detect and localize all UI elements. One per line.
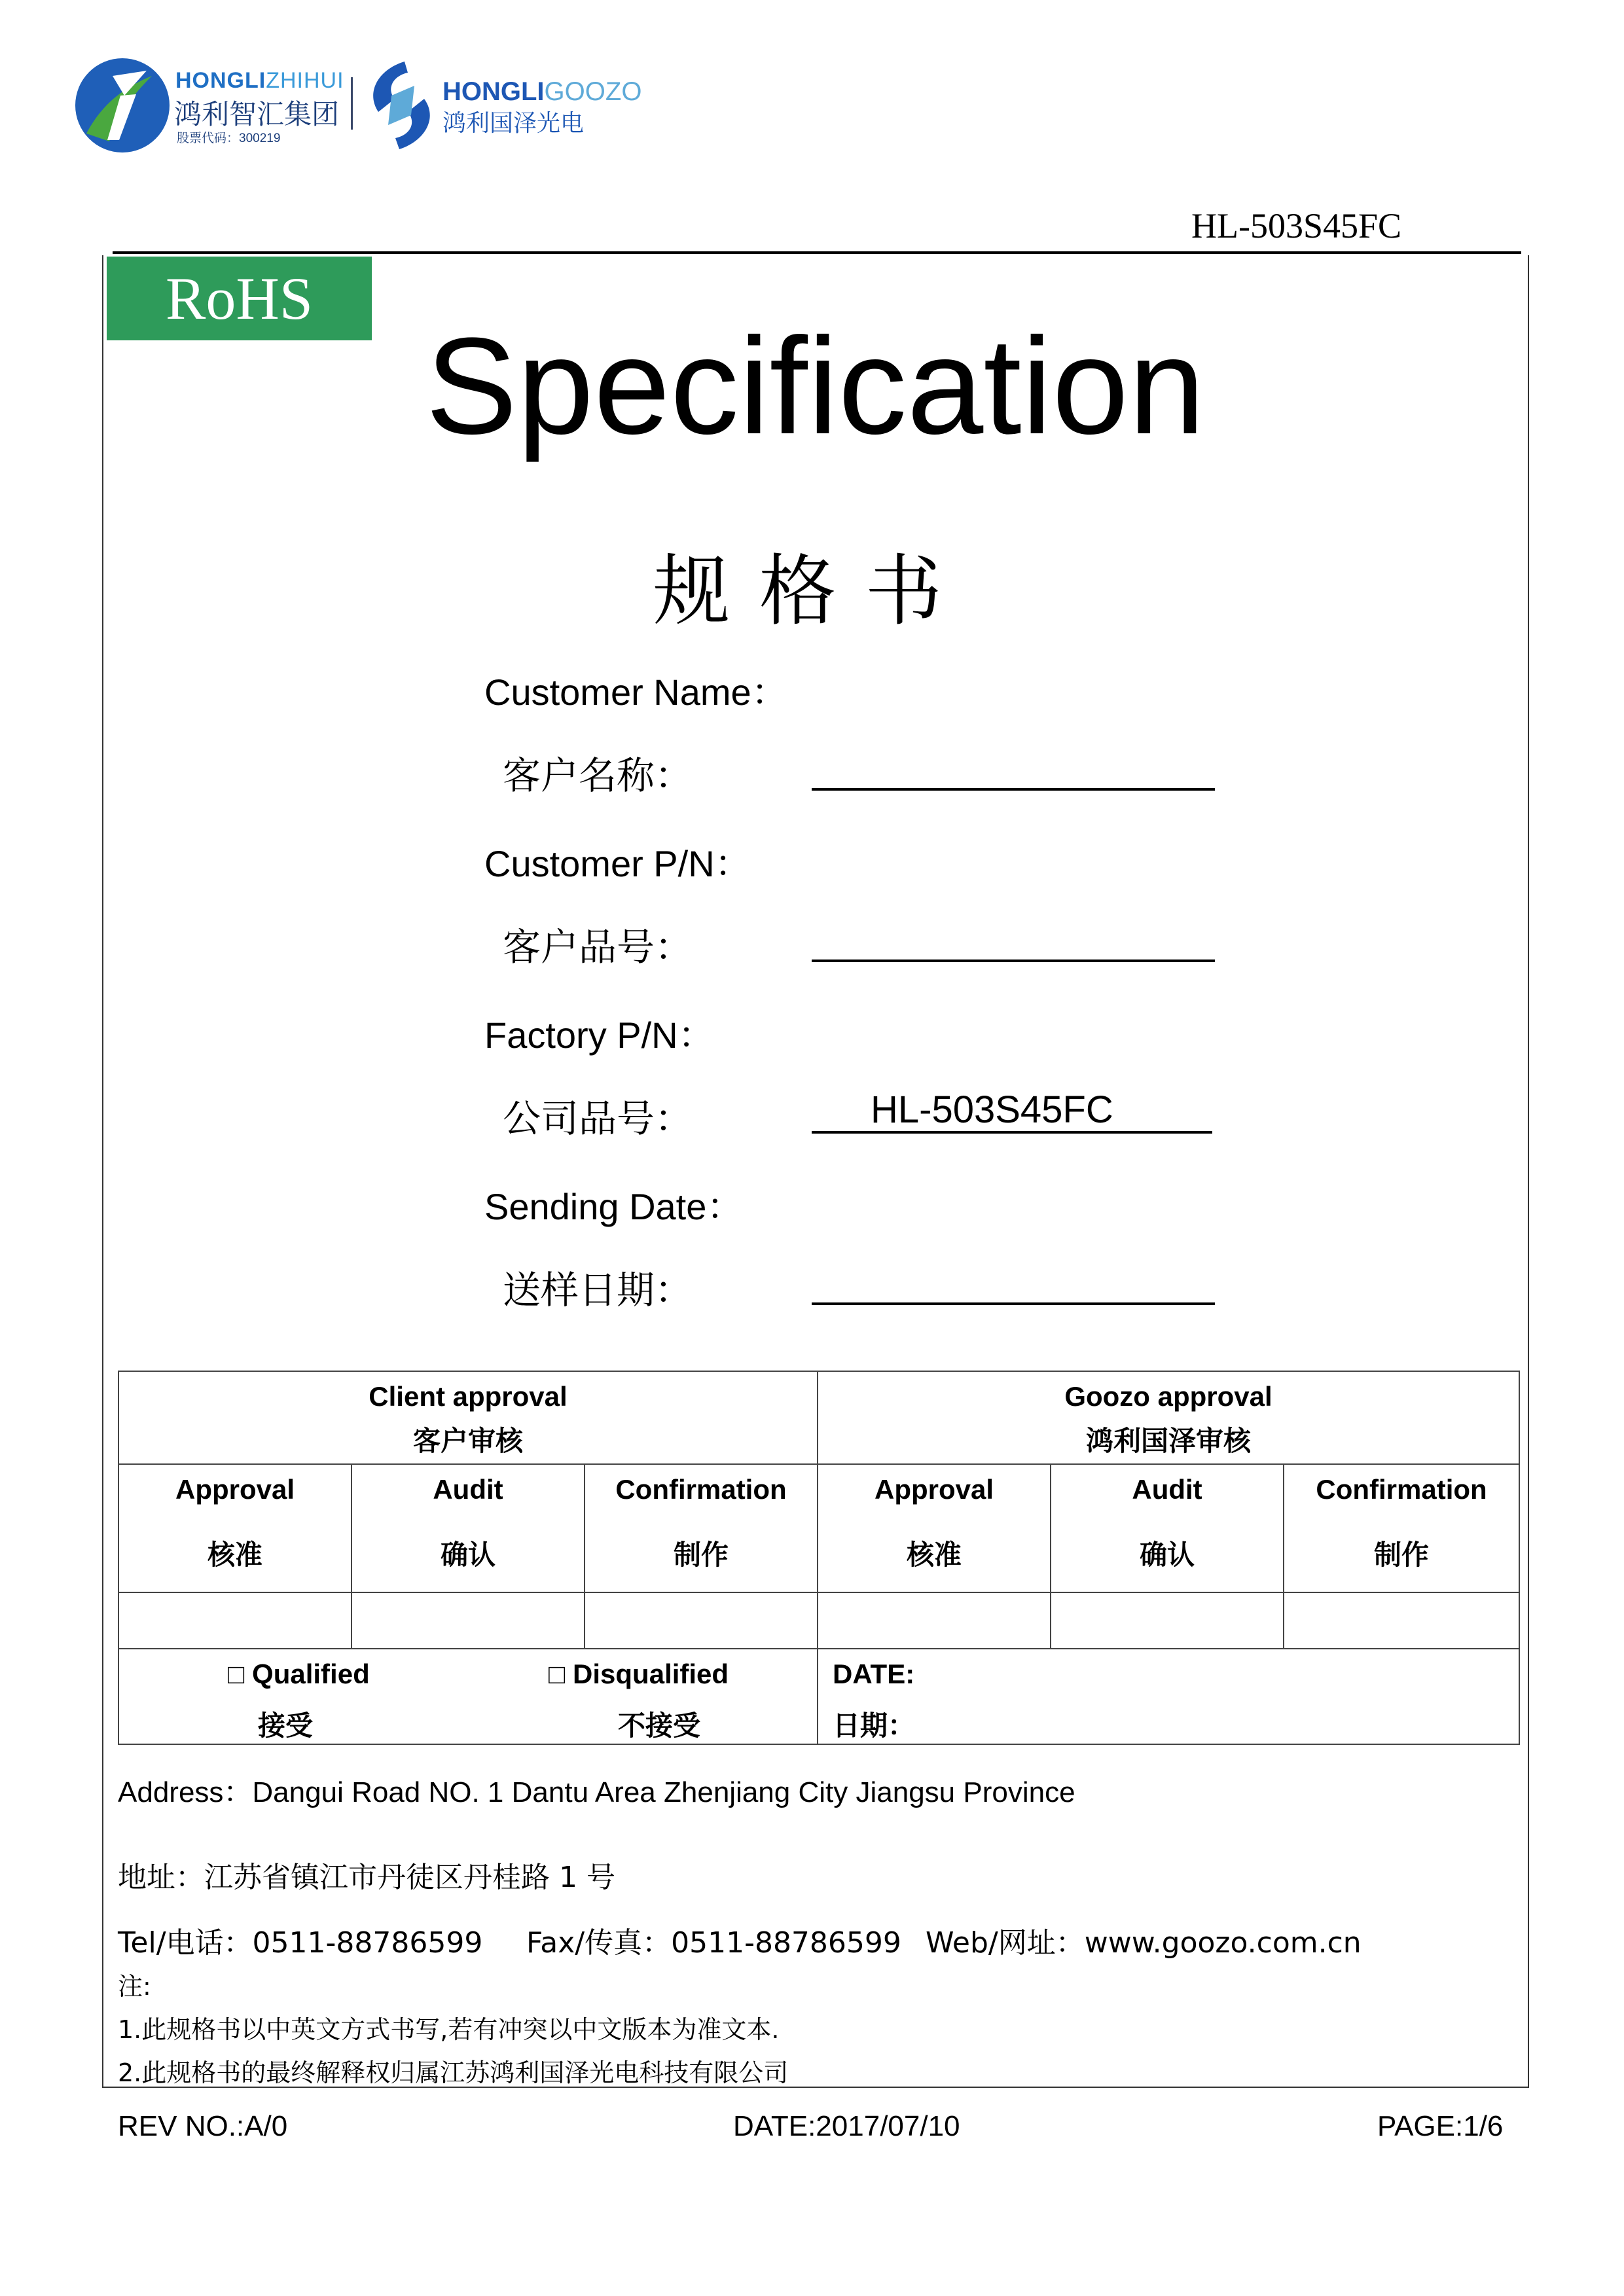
customer-pn-field[interactable] xyxy=(812,960,1215,962)
logo1-chinese-name: 鸿利智汇集团 xyxy=(174,98,340,130)
factory-pn-field[interactable] xyxy=(812,1131,1212,1134)
fax-number: Fax/传真：0511-88786599 xyxy=(526,1926,901,1960)
goozo-approval-sign-cell[interactable] xyxy=(818,1592,1051,1649)
logo1-stock-code: 股票代码：300219 xyxy=(177,132,281,145)
goozo-approval-header: Goozo approval 鸿利国泽审核 xyxy=(818,1371,1519,1464)
sending-date-label: Sending Date： xyxy=(484,1186,744,1227)
revision-number: REV NO.:A/0 xyxy=(118,2110,288,2142)
address-en: Address：Dangui Road NO. 1 Dantu Area Zhenjiang City Jiangsu Province xyxy=(118,1776,1075,1808)
logo-separator xyxy=(351,77,353,130)
qualified-cn-label: 接受 xyxy=(258,1710,314,1742)
approval-date-label: DATE: xyxy=(833,1659,915,1689)
logo2-chinese-name: 鸿利国泽光电 xyxy=(442,110,585,137)
qualified-checkbox[interactable]: □ Qualified xyxy=(228,1659,370,1689)
customer-pn-cn-label: 客户品号： xyxy=(503,925,693,969)
notes-label: 注: xyxy=(118,1972,151,2001)
document-date: DATE:2017/07/10 xyxy=(733,2110,960,2142)
website-link[interactable]: Web/网址：www.goozo.com.cn xyxy=(926,1926,1362,1960)
client-confirmation-column: Confirmation 制作 xyxy=(585,1464,818,1592)
tel-number: Tel/电话：0511-88786599 xyxy=(118,1926,483,1960)
client-approval-header: Client approval 客户审核 xyxy=(118,1371,818,1464)
factory-pn-cn-label: 公司品号： xyxy=(503,1096,693,1141)
specification-title-cn: 规格书 xyxy=(653,546,971,636)
address-cn: 地址：江苏省镇江市丹徒区丹桂路 1 号 xyxy=(118,1861,615,1894)
disqualified-cn-label: 不接受 xyxy=(618,1710,701,1742)
logo1-english-name: HONGLIZHIHUI xyxy=(175,68,344,93)
customer-name-label: Customer Name： xyxy=(484,672,788,713)
hongli-goozo-logo-icon xyxy=(359,56,444,154)
customer-name-cn-label: 客户名称： xyxy=(503,753,693,798)
logo2-english-name: HONGLIGOOZO xyxy=(442,77,642,106)
note-item-1: 1.此规格书以中英文方式书写,若有冲突以中文版本为准文本. xyxy=(118,2015,780,2044)
goozo-approval-column: Approval 核准 xyxy=(818,1464,1051,1592)
client-audit-sign-cell[interactable] xyxy=(352,1592,585,1649)
client-audit-column: Audit 确认 xyxy=(352,1464,585,1592)
sending-date-cn-label: 送样日期： xyxy=(503,1268,693,1312)
goozo-audit-sign-cell[interactable] xyxy=(1051,1592,1284,1649)
client-confirmation-sign-cell[interactable] xyxy=(585,1592,818,1649)
approval-table xyxy=(118,1371,1520,1745)
approval-date-cell[interactable] xyxy=(818,1649,1519,1744)
qualification-cell xyxy=(118,1649,818,1744)
factory-pn-value: HL-503S45FC xyxy=(871,1088,1113,1131)
goozo-confirmation-sign-cell[interactable] xyxy=(1284,1592,1519,1649)
header-model-number: HL-503S45FC xyxy=(1191,206,1402,245)
disqualified-checkbox[interactable]: □ Disqualified xyxy=(549,1659,729,1689)
client-approval-column: Approval 核准 xyxy=(118,1464,352,1592)
specification-title: Specification xyxy=(425,309,1205,463)
goozo-audit-column: Audit 确认 xyxy=(1051,1464,1284,1592)
goozo-confirmation-column: Confirmation 制作 xyxy=(1284,1464,1519,1592)
approval-date-cn-label: 日期： xyxy=(833,1710,916,1742)
header-divider xyxy=(113,251,1521,254)
note-item-2: 2.此规格书的最终解释权归属江苏鸿利国泽光电科技有限公司 xyxy=(118,2058,789,2087)
client-approval-sign-cell[interactable] xyxy=(118,1592,352,1649)
customer-name-field[interactable] xyxy=(812,788,1215,791)
customer-pn-label: Customer P/N： xyxy=(484,843,751,884)
page-number: PAGE:1/6 xyxy=(1377,2110,1504,2142)
factory-pn-label: Factory P/N： xyxy=(484,1014,715,1056)
hongli-zhihui-logo-icon xyxy=(73,56,171,154)
sending-date-field[interactable] xyxy=(812,1302,1215,1305)
rohs-badge: RoHS xyxy=(107,257,372,340)
